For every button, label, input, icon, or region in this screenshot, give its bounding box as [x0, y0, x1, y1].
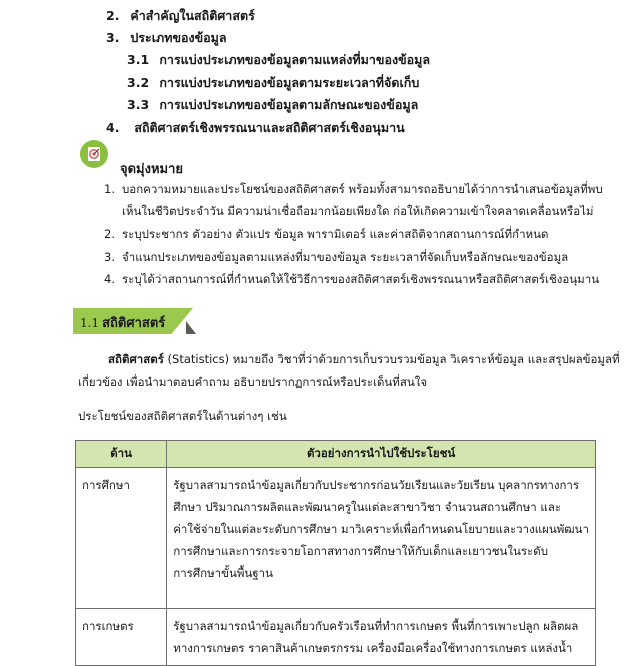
toc-number: 4.	[106, 120, 120, 135]
toc-item-3	[106, 30, 227, 46]
cell-text-line: ทางการเกษตร ราคาสินค้าเกษตรกรรม เครื่องมือเครื่องใช้ทางการเกษตร แหล่งน้ำ	[173, 641, 573, 655]
objective-item-1-cont	[122, 203, 593, 219]
table-cell-example	[167, 468, 596, 609]
objective-number: 1.	[104, 182, 115, 196]
definition-line-2	[78, 374, 427, 390]
target-icon	[80, 140, 108, 168]
toc-item-2	[106, 8, 255, 24]
table-cell-area: การเกษตร	[76, 609, 167, 666]
cell-text-line: รัฐบาลสามารถนำข้อมูลเกี่ยวกับครัวเรือนที่ทำการเกษตร พื้นที่การเพาะปลูก ผลิตผล	[173, 619, 579, 633]
objective-item-4	[104, 271, 599, 287]
toc-number: 3.	[106, 30, 120, 45]
toc-item-3-1	[127, 52, 430, 68]
cell-text-line: การศึกษาขั้นพื้นฐาน	[173, 566, 273, 580]
cell-text-line: ศึกษา ปริมาณการผลิตและพัฒนาครูในแต่ละสาขาวิชา จำนวนสถานศึกษา และ	[173, 500, 562, 514]
objective-item-1	[104, 181, 603, 197]
objective-number: 4.	[104, 272, 115, 286]
table-header-area: ด้าน	[76, 441, 167, 468]
table-row	[76, 609, 596, 666]
definition-text-cont: เกี่ยวข้อง เพื่อนำมาตอบคำถาม อธิบายปรากฏการณ์หรือประเด็นที่สนใจ	[78, 375, 428, 389]
toc-label: การแบ่งประเภทของข้อมูลตามระยะเวลาที่จัดเก็บ	[159, 75, 420, 90]
objective-text: บอกความหมายและประโยชน์ของสถิติศาสตร์ พร้อมทั้งสามารถอธิบายได้ว่าการนำเสนอข้อมูลที่พบ	[122, 182, 603, 196]
objective-text: จำแนกประเภทของข้อมูลตามแหล่งที่มาของข้อมูล ระยะเวลาที่จัดเก็บหรือลักษณะของข้อมูล	[122, 250, 569, 264]
section-title	[80, 312, 165, 333]
toc-number: 3.2	[127, 75, 150, 90]
toc-item-3-3	[127, 97, 418, 113]
table-row	[76, 468, 596, 609]
table-cell-example	[167, 609, 596, 666]
table-header-row	[76, 441, 596, 468]
cell-text-line: ค่าใช้จ่ายในแต่ละระดับการศึกษา มาวิเคราะห์เพื่อกำหนดนโยบายและวางแผนพัฒนา	[173, 522, 589, 536]
objective-text: ระบุประชากร ตัวอย่าง ตัวแปร ข้อมูล พารามิเตอร์ และค่าสถิติจากสถานการณ์ที่กำหนด	[122, 227, 549, 241]
objective-number: 2.	[104, 227, 115, 241]
usage-table	[75, 440, 596, 666]
table-cell-area: การศึกษา	[76, 468, 167, 609]
definition-term: สถิติศาสตร์	[108, 352, 164, 366]
toc-label: การแบ่งประเภทของข้อมูลตามแหล่งที่มาของข้อมูล	[159, 52, 431, 67]
cell-text-line: การศึกษาและการกระจายโอกาสทางการศึกษาให้กับเด็กและเยาวชนในระดับ	[173, 544, 548, 558]
definition-line-1	[108, 351, 620, 367]
toc-number: 3.1	[127, 52, 150, 67]
cell-text-line: รัฐบาลสามารถนำข้อมูลเกี่ยวกับประชากรก่อนวัยเรียนและวัยเรียน บุคลากรทางการ	[173, 478, 580, 492]
toc-item-4	[106, 120, 405, 136]
objective-text-cont: เห็นในชีวิตประจำวัน มีความน่าเชื่อถือมากน้อยเพียงใด ก่อให้เกิดความเข้าใจคลาดเคลื่อนหรือไม่	[122, 204, 594, 218]
toc-label: คำสำคัญในสถิติศาสตร์	[130, 8, 255, 23]
toc-number: 3.3	[127, 97, 150, 112]
toc-label: สถิติศาสตร์เชิงพรรณนาและสถิติศาสตร์เชิงอนุมาน	[134, 120, 405, 135]
toc-label: การแบ่งประเภทของข้อมูลตามลักษณะของข้อมูล	[159, 97, 419, 112]
objective-item-2	[104, 226, 548, 242]
table-header-example: ตัวอย่างการนำไปใช้ประโยชน์	[167, 441, 596, 468]
objective-item-3	[104, 249, 568, 265]
section-title-text: สถิติศาสตร์	[102, 316, 166, 331]
toc-label: ประเภทของข้อมูล	[130, 30, 227, 45]
objective-text: ระบุได้ว่าสถานการณ์ที่กำหนดให้ใช้วิธีการของสถิติศาสตร์เชิงพรรณนาหรือสถิติศาสตร์เชิงอนุมาน	[122, 272, 600, 286]
toc-item-3-2	[127, 75, 419, 91]
usage-intro: ประโยชน์ของสถิติศาสตร์ในด้านต่างๆ เช่น	[78, 409, 287, 423]
section-number: 1.1	[80, 316, 100, 330]
definition-text: (Statistics) หมายถึง วิชาที่ว่าด้วยการเก็บรวบรวมข้อมูล วิเคราะห์ข้อมูล และสรุปผลข้อมูลที่	[163, 352, 620, 366]
section-banner-shadow	[186, 321, 196, 334]
toc-number: 2.	[106, 8, 120, 23]
objective-number: 3.	[104, 250, 115, 264]
objectives-heading: จุดมุ่งหมาย	[120, 162, 184, 177]
